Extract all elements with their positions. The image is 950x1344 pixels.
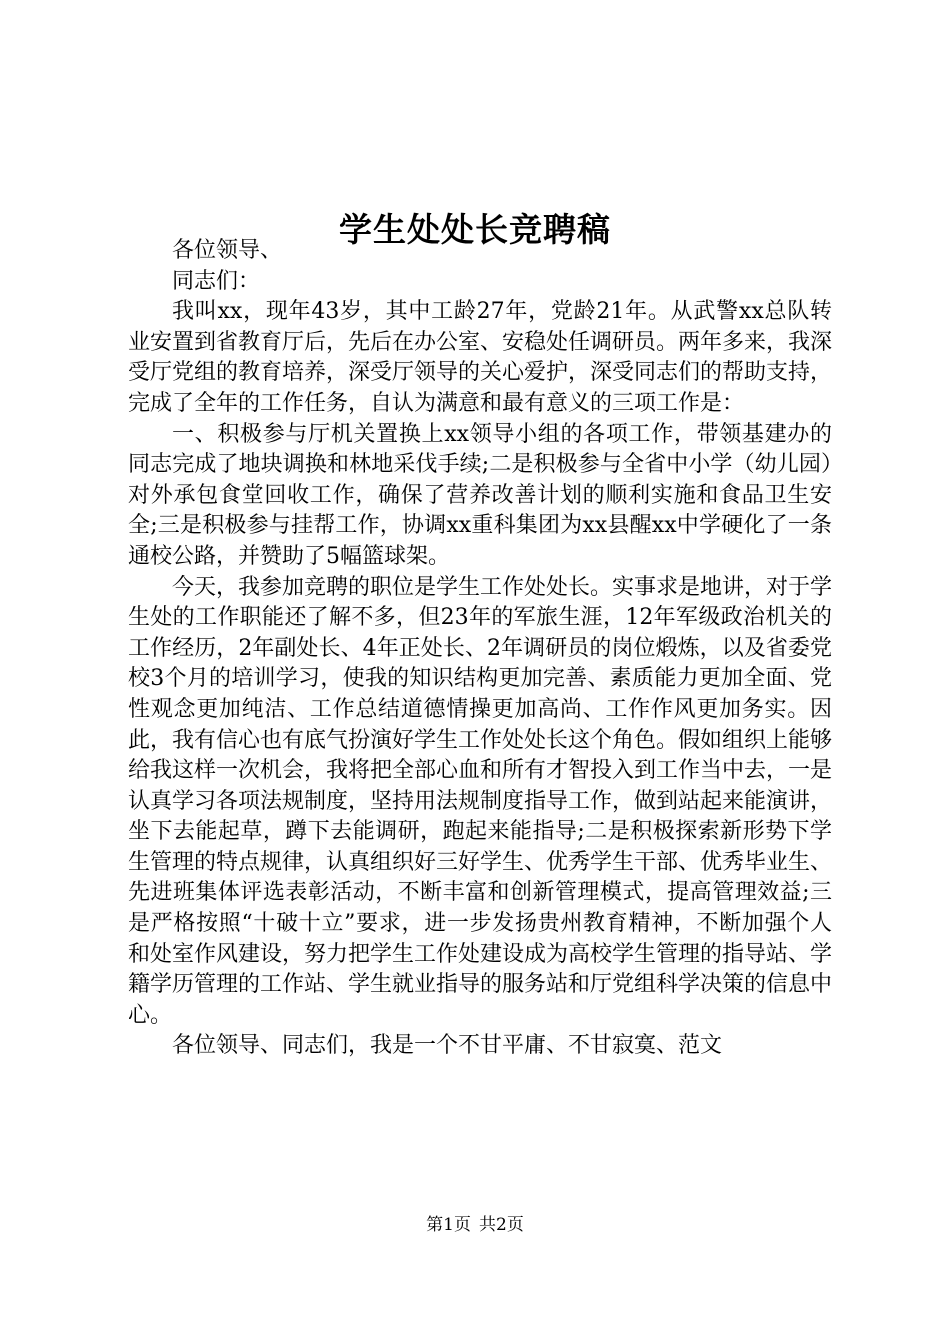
document-title: 学生处处长竞聘稿 (339, 210, 611, 250)
paragraph-position-plan: 今天，我参加竞聘的职位是学生工作处处长。实事求是地讲，对于学生处的工作职能还了解不多，但23年的军旅生涯，12年军级政治机关的工作经历，2年副处长、4年正处长、2年调研员的岗位煅炼，以及省委党校3个月的培训学习，使我的知识结构更加完善、素质能力更加全面、党性观念更加纯洁、工作总结道德情操更加高尚、工作作风更加务实。因此，我有信心也有底气扮演好学生工作处处长这个角色。假如组织上能够给我这样一次机会，我将把全部心血和所有才智投入到工作当中去，一是认真学习各项法规制度，坚持用法规制度指导工作，做到站起来能演讲，坐下去能起草，蹲下去能调研，跑起来能指导;二是积极探索新形势下学生管理的特点规律，认真组织好三好学生、优秀学生干部、优秀毕业生、先进班集体评选表彰活动，不断丰富和创新管理模式，提高管理效益;三是严格按照“十破十立”要求，进一步发扬贵州教育精神，不断加强个人和处室作风建设，努力把学生工作处建设成为高校学生管理的指导站、学籍学历管理的工作站、学生就业指导的服务站和厅党组科学决策的信息中心。 (128, 574, 833, 1028)
paragraph-achievements: 一、积极参与厅机关置换上xx领导小组的各项工作，带领基建办的同志完成了地块调换和林地采伐手续;二是积极参与全省中小学（幼儿园）对外承包食堂回收工作，确保了营养改善计划的顺利实施和食品卫生安全;三是积极参与挂帮工作，协调xx重科集团为xx县醒xx中学硬化了一条通校公路，并赞助了5幅篮球架。 (128, 421, 832, 569)
page-total: 共2页 (479, 1215, 524, 1235)
salutation-line-2: 同志们： (172, 268, 261, 294)
salutation-line-1: 各位领导、 (172, 238, 283, 263)
paragraph-introduction: 我叫xx，现年43岁，其中工龄27年，党龄21年。从武警xx总队转业安置到省教育厅后，先后在办公室、安稳处任调研员。两年多来，我深受厅党组的教育培养，深受厅领导的关心爱护，深受同志们的帮助支持，完成了全年的工作任务，自认为满意和最有意义的三项工作是： (128, 299, 833, 416)
page-footer (0, 1213, 950, 1237)
document-body (128, 236, 832, 1062)
page-number: 第1页 (426, 1215, 471, 1235)
paragraph-closing: 各位领导、同志们，我是一个不甘平庸、不甘寂寞、范文 (172, 1033, 723, 1059)
